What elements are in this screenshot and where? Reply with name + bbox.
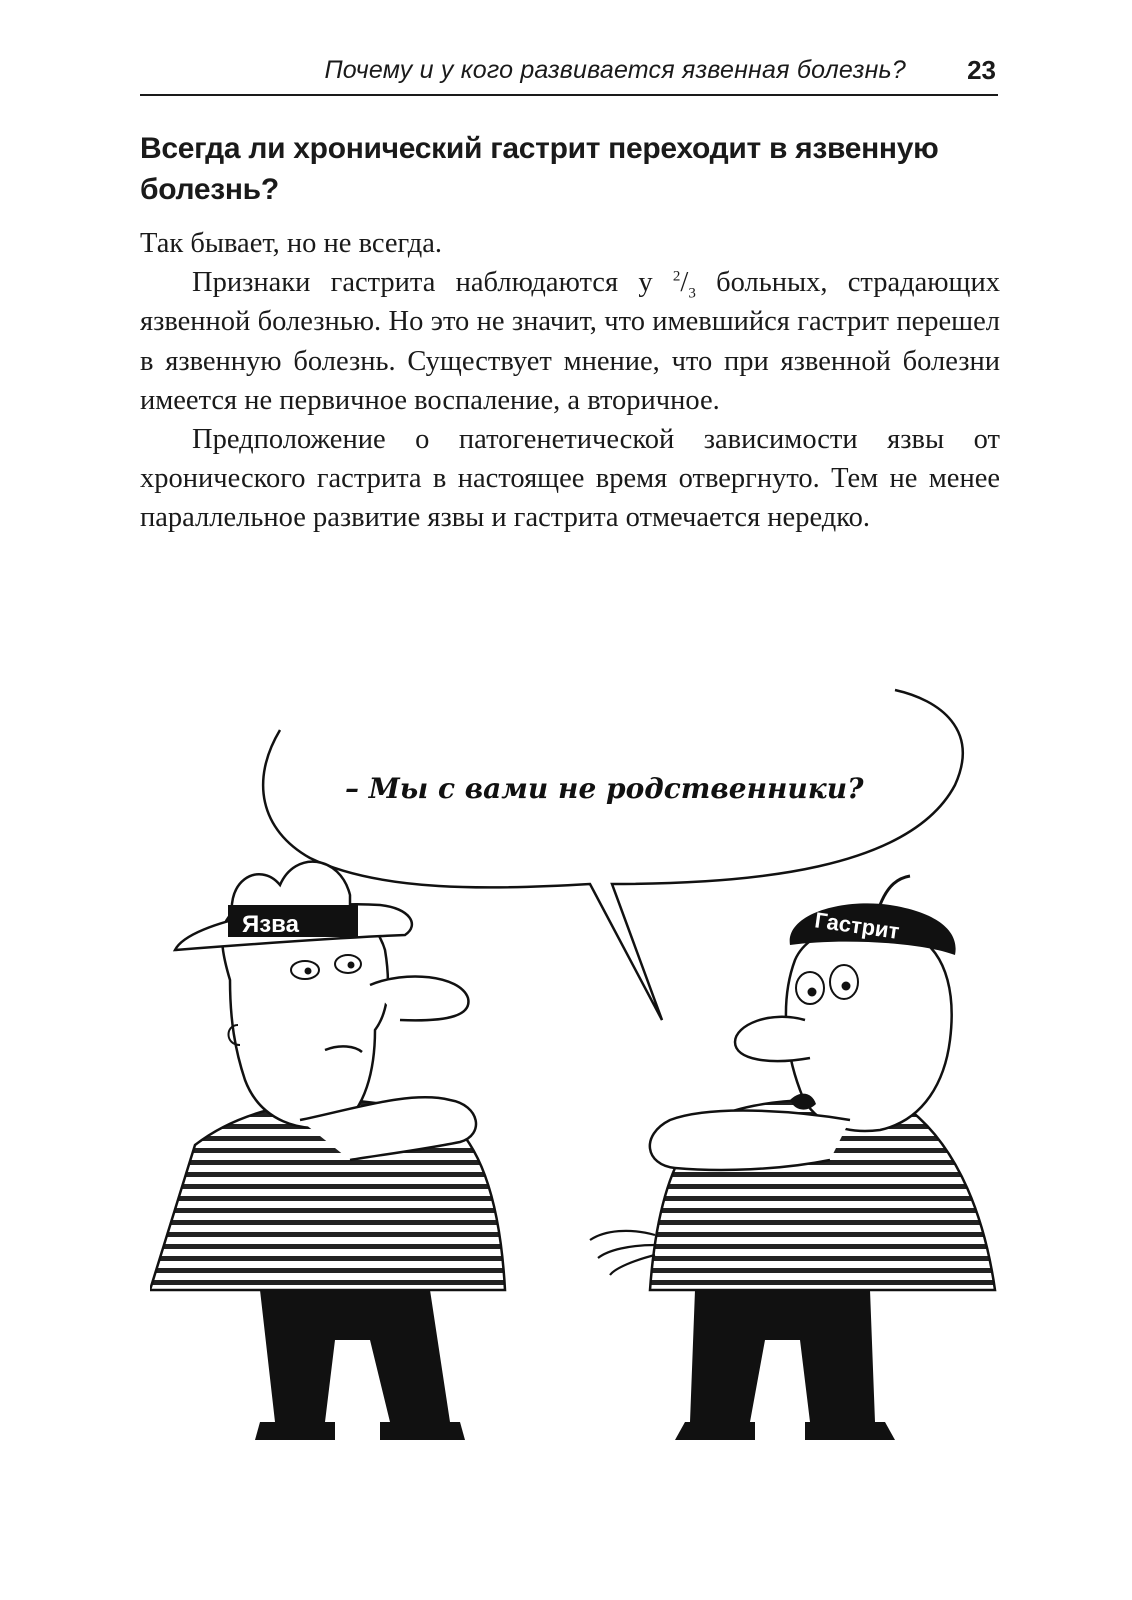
- character-yazva: [150, 862, 505, 1440]
- yazva-hat-label: Язва: [242, 911, 299, 938]
- running-title: Почему и у кого развивается язвенная болезнь?: [324, 56, 906, 84]
- paragraph-2-start: Признаки гастрита наблюдаются у: [192, 267, 653, 299]
- running-head: [140, 50, 998, 96]
- paragraph-3: Предположение о патогенетической зависимости язвы от хронического гастрита в настоящее время отвергнуто. Тем не менее параллельное развитие язвы и гастрита отмечается нередко.: [140, 424, 1000, 534]
- character-gastrit: [590, 876, 995, 1440]
- paragraph-2-rest: больных, страдающих язвенной болезнью. Но это не значит, что имевшийся гастрит перешел в язвенную болезнь. Существует мнение, что при язвенной болезни имеется не первичное воспаление, а вторичное.: [140, 267, 1001, 416]
- yazva-nose: [370, 976, 468, 1020]
- gastrit-trousers: [690, 1290, 875, 1422]
- page-number: 23: [967, 55, 996, 85]
- section-heading: Всегда ли хронический гастрит переходит в язвенную болезнь?: [140, 132, 939, 206]
- body-text: [140, 224, 1000, 538]
- fraction-two-thirds: $^2/_3$: [672, 267, 696, 302]
- gastrit-nose: [735, 1017, 810, 1061]
- paragraph-2: [140, 263, 1000, 420]
- yazva-trousers: [260, 1290, 450, 1422]
- fraction-denominator: 3: [688, 285, 696, 302]
- speech-text: – Мы с вами не родственники?: [345, 772, 864, 805]
- cartoon-illustration: [150, 680, 1010, 1480]
- paragraph-1: Так бывает, но не всегда.: [140, 228, 443, 259]
- gastrit-beret-label: Гастрит: [813, 907, 901, 944]
- fraction-numerator: 2: [672, 268, 681, 285]
